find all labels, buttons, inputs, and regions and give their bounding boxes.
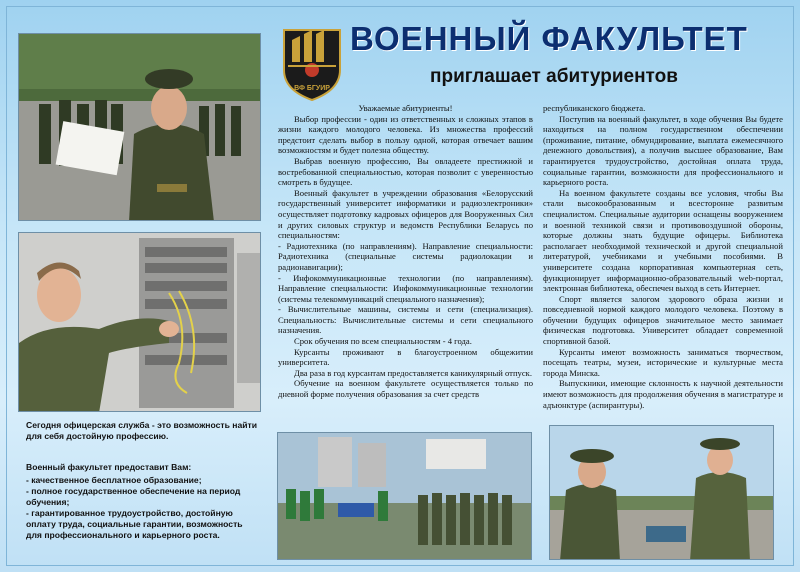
- paragraph: Два раза в год курсантам предоставляется каникулярный отпуск.: [294, 367, 532, 378]
- specialty-item: - Инфокоммуникационные технологии (по направлениям). Направление специальности: Инфокоммуникационные технологии (системы телекоммуникаций специального назначения);: [278, 272, 533, 304]
- page-subtitle: приглашает абитуриентов: [430, 66, 678, 87]
- paragraph: Срок обучения по всем специальностям - 4 года.: [294, 336, 472, 347]
- faculty-emblem: [280, 26, 344, 102]
- offer-item: - гарантированное трудоустройство, достойную оплату труда, социальные гарантии, возможность для профессионального и карьерного роста.: [26, 508, 243, 540]
- text-column-2: [543, 103, 783, 410]
- paragraph: Выбрав военную профессию, Вы овладеете престижной и востребованной специальностью, которая позволит с уверенностью смотреть в будущее.: [278, 155, 533, 188]
- paragraph: На военном факультете созданы все условия, чтобы Вы стали высокообразованным и всесторонне развитым специалистом. Специальные аудитории оснащены вооружением и военной техникой связи и противовоздушной обороны, которые должны знать будущие офицеры. Библиотека располагает необходимой технической и другой специальной литературой, учебниками и учебными пособиями. В университете создана корпоративная компьютерная сеть, функционирует информационно-образовательный web-портал, электронная библиотека, обеспечен выход в сеть Интернет.: [543, 187, 783, 294]
- page-title: ВОЕННЫЙ ФАКУЛЬТЕТ: [350, 20, 748, 57]
- text-column-1: [278, 103, 533, 400]
- photo-award-ceremony: [549, 425, 774, 560]
- offers-block: [26, 462, 258, 541]
- paragraph: Обучение на военном факультете осуществляется только по дневной форме получения образования за счет средств: [278, 378, 533, 400]
- paragraph: Курсанты имеют возможность заниматься творчеством, посещать театры, музеи, исторические и культурные места города Минска.: [543, 346, 783, 378]
- paragraph: Выбор профессии - один из ответственных и сложных этапов в жизни каждого молодого человека. Из множества профессий предстоит сделать выбор в пользу одной, которая отвечает вашим возможностям и будет полезна обществу.: [278, 113, 533, 156]
- specialty-item: - Вычислительные машины, системы и сети (специализация). Специальность: Вычислительные системы и сети специального назначения.: [278, 304, 533, 336]
- paragraph: Курсанты проживают в благоустроенном общежитии университета.: [278, 346, 533, 368]
- greeting: Уважаемые абитуриенты!: [358, 103, 453, 113]
- photo-cadet-lab: [18, 232, 261, 412]
- paragraph: республиканского бюджета.: [543, 103, 646, 113]
- paragraph: Выпускники, имеющие склонность к научной деятельности имеют возможность для продолжения обучения в магистратуре и адъюнктуре (аспирантуры).: [543, 378, 783, 410]
- offer-item: - качественное бесплатное образование;: [26, 475, 202, 485]
- paragraph: Поступив на военный факультет, в ходе обучения Вы будете находиться на полном государственном обеспечении (проживание, питание, обмундирование, выплата ежемесячного денежного довольствия), а получив высшее образование, Вам гарантируется трудоустройство, достойная оплата труда, социальные гарантии, возможности для профессионального и карьерного роста.: [543, 113, 783, 188]
- slogan-block: [26, 420, 258, 442]
- specialty-item: - Радиотехника (по направлениям). Направление специальности: Радиотехника (специальные системы радиолокации и радионавигации);: [278, 240, 533, 272]
- photo-cadets-group: [277, 432, 532, 560]
- slogan: Сегодня офицерская служба - это возможность найти для себя достойную профессию.: [26, 420, 258, 441]
- paragraph: Военный факультет в учреждении образования «Белорусский государственный университет информатики и радиоэлектроники» осуществляет подготовку кадровых офицеров для Вооруженных Сил и других силовых структур и ведомств Республики Беларусь по специальностям:: [278, 187, 533, 241]
- photo-oath-ceremony: [18, 33, 261, 221]
- offer-item: - полное государственное обеспечение на период обучения;: [26, 486, 241, 507]
- offers-title: Военный факультет предоставит Вам:: [26, 462, 192, 472]
- emblem-label: ВФ БГУИР: [294, 85, 330, 92]
- paragraph: Спорт является залогом здорового образа жизни и повседневной нормой каждого молодого человека. Поэтому в обучении будущих офицеров значительное место занимает физическая подготовка. Университет обладает современной спортивной базой.: [543, 293, 783, 347]
